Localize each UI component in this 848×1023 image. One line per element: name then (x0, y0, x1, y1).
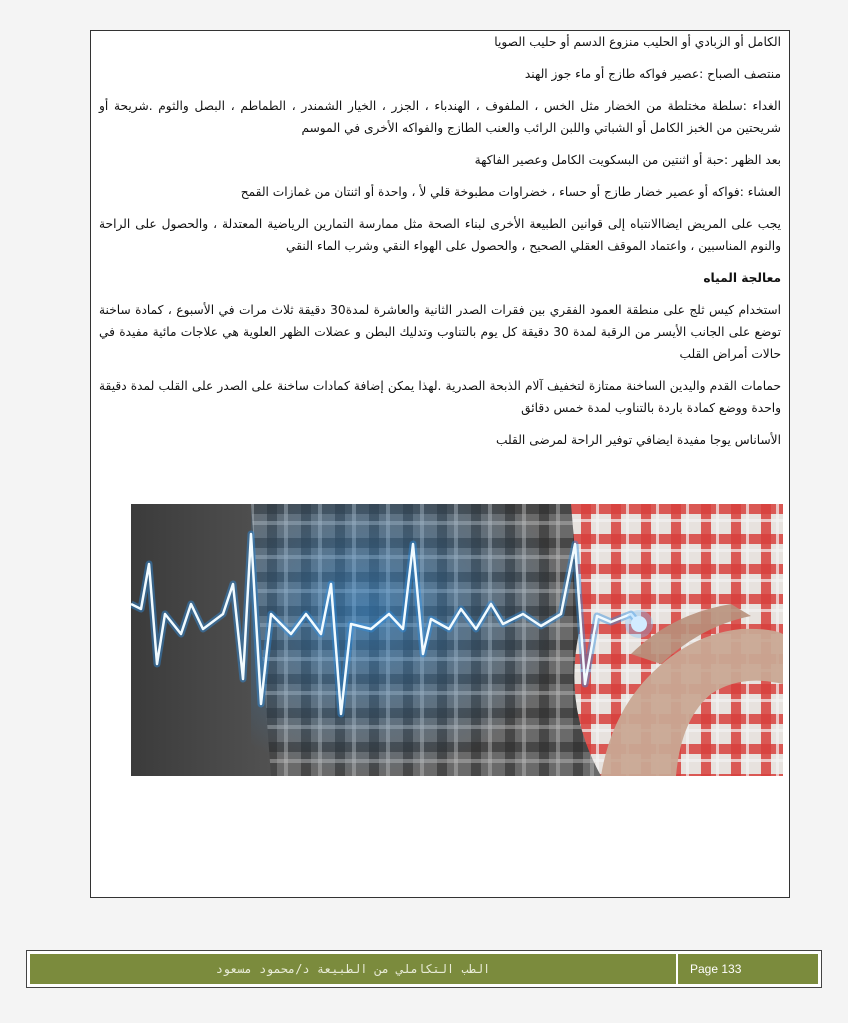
paragraph-dinner: العشاء :فواكه أو عصير خضار طازج أو حساء ، خضراوات مطبوخة قلي لأ ، واحدة أو اثنتان من غمازات القمح (240, 185, 781, 199)
paragraph-hot-baths: حمامات القدم واليدين الساخنة ممتازة لتخفيف آلام الذبحة الصدرية .لهذا يمكن إضافة كمادات ساخنة على الصدر على القلب لمدة دقيقة واحدة ووضع كمادة باردة بالتناوب لمدة خمس دقائق (99, 379, 781, 415)
heart-ecg-illustration (131, 504, 783, 776)
paragraph-dairy: الكامل أو الزبادي أو الحليب منزوع الدسم أو حليب الصويا (494, 35, 781, 49)
paragraph-lunch: الغداء :سلطة مختلطة من الخضار مثل الخس ، الملفوف ، الهندباء ، الجزر ، الخيار الشمندر ، الطماطم ، البصل والثوم .شريحة أو شريحتين من الخبز الكامل أو الشباتي واللبن الرائب والعنب الطازج والفواكه الأخرى في الموسم (99, 99, 781, 135)
paragraph-natural-laws: يجب على المريض ايضاالانتباه إلى قوانين الطبيعة الأخرى لبناء الصحة مثل ممارسة التمارين الرياضية المعتدلة ، والحصول على الراحة والنوم المناسبين ، واعتماد الموقف العقلي الصحيح ، والحصول على الهواء النقي وشرب الماء النقي (99, 217, 781, 253)
paragraph-yoga: الأساناس يوجا مفيدة ايضافي توفير الراحة لمرضى القلب (496, 433, 781, 447)
content-frame (90, 30, 790, 898)
section-heading: معالجة المياه (703, 271, 781, 285)
paragraph-midmorning: منتصف الصباح :عصير فواكه طازج أو ماء جوز الهند (524, 67, 781, 81)
paragraph-afternoon: بعد الظهر :حبة أو اثنتين من البسكويت الكامل وعصير الفاكهة (474, 153, 781, 167)
page-footer (26, 950, 822, 988)
text-column (99, 31, 781, 461)
page-number: Page 133 (678, 954, 818, 984)
heart-attack-photo (131, 504, 783, 776)
paragraph-ice-pack: استخدام كيس ثلج على منطقة العمود الفقري بين فقرات الصدر الثانية والعاشرة لمدة30 دقيقة ثلاث مرات في الأسبوع ، كمادة ساخنة توضع على الجانب الأيسر من الرقبة لمدة 30 دقيقة كل يوم بالتناوب وتدليك البطن و عضلات الظهر العلوية هي علاجات مائية مفيدة في حالات أمراض القلب (99, 303, 781, 361)
footer-title: الطب التكاملي من الطبيعة د/محمود مسعود (30, 954, 678, 984)
